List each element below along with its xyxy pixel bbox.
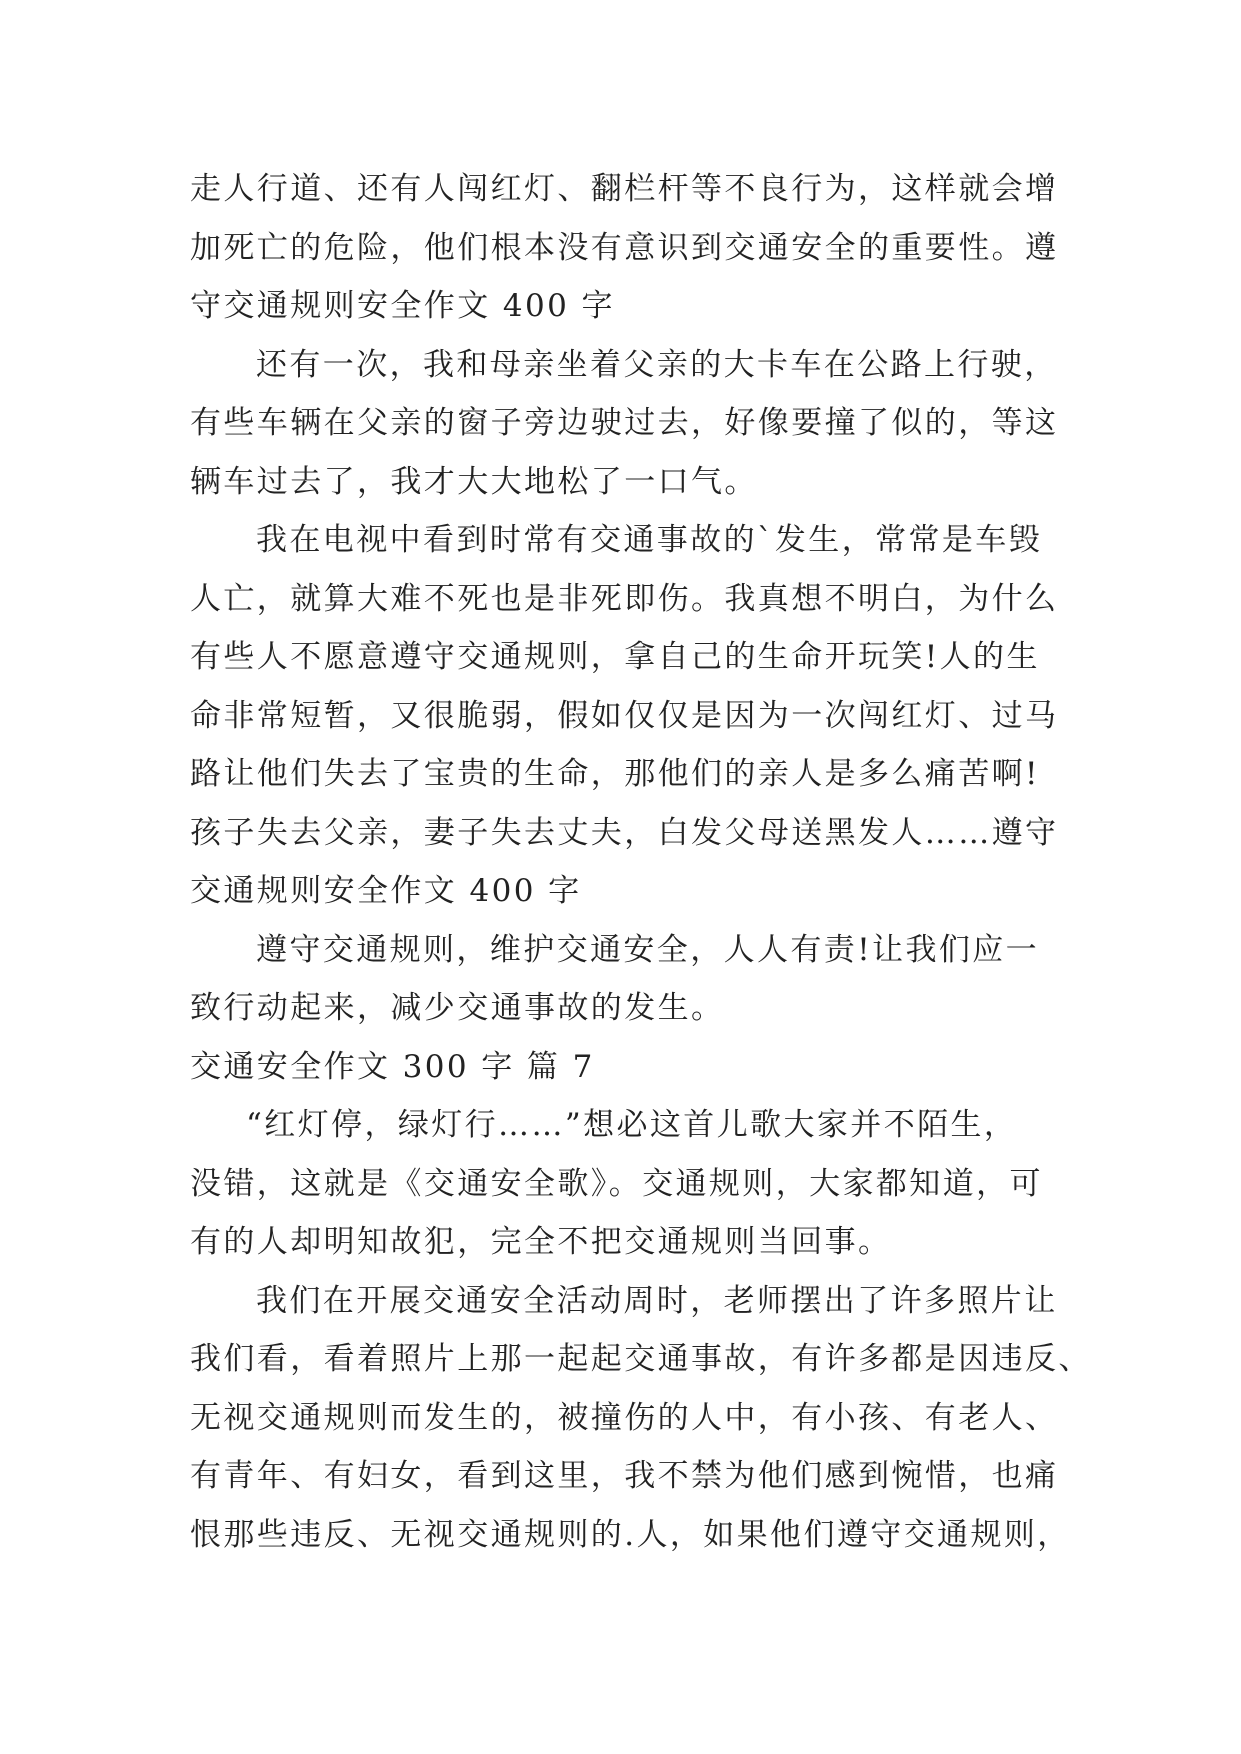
text-line: 有青年、有妇女，看到这里，我不禁为他们感到惋惜，也痛 [190,1458,1059,1494]
text-line: 走人行道、还有人闯红灯、翻栏杆等不良行为，这样就会增 [190,171,1059,207]
text-line: 人亡，就算大难不死也是非死即伤。我真想不明白，为什么 [190,580,1059,617]
text-line: 我们看，看着照片上那一起起交通事故，有许多都是因违反、 [190,1341,1092,1377]
text-line: 恨那些违反、无视交通规则的.人，如果他们遵守交通规则， [190,1516,1071,1553]
text-line: 交通规则安全作文 400 字 [190,873,582,909]
paragraph-first-line: 我们在开展交通安全活动周时，老师摆出了许多照片让 [256,1282,1058,1319]
paragraph-first-line: “红灯停，绿灯行……”想必这首儿歌大家并不陌生， [246,1107,1018,1143]
text-line: 孩子失去父亲，妻子失去丈夫，白发父母送黑发人……遵守 [190,814,1059,851]
text-line: 无视交通规则而发生的，被撞伤的人中，有小孩、有老人、 [190,1399,1059,1436]
text-line: 辆车过去了，我才大大地松了一口气。 [190,463,758,500]
paragraph-first-line: 我在电视中看到时常有交通事故的`发生，常常是车毁 [256,522,1043,558]
text-line: 有些人不愿意遵守交通规则，拿自己的生命开玩笑!人的生 [190,639,1040,675]
body-text [190,160,1092,1564]
text-line: 路让他们失去了宝贵的生命，那他们的亲人是多么痛苦啊! [190,756,1040,792]
text-line: 加死亡的危险，他们根本没有意识到交通安全的重要性。遵 [190,229,1059,266]
text-line: 致行动起来，减少交通事故的发生。 [190,990,725,1026]
paragraph-first-line: 还有一次，我和母亲坐着父亲的大卡车在公路上行驶， [256,346,1058,383]
paragraph-first-line: 遵守交通规则，维护交通安全，人人有责!让我们应一 [256,931,1040,968]
section-heading: 交通安全作文 300 字 篇 7 [190,1048,595,1085]
text-line: 有的人却明知故犯，完全不把交通规则当回事。 [190,1224,892,1260]
text-line: 命非常短暂，又很脆弱，假如仅仅是因为一次闯红灯、过马 [190,697,1059,734]
text-line: 有些车辆在父亲的窗子旁边驶过去，好像要撞了似的，等这 [190,405,1059,441]
text-line: 守交通规则安全作文 400 字 [190,288,615,324]
text-line: 没错，这就是《交通安全歌》。交通规则，大家都知道，可 [190,1165,1043,1202]
